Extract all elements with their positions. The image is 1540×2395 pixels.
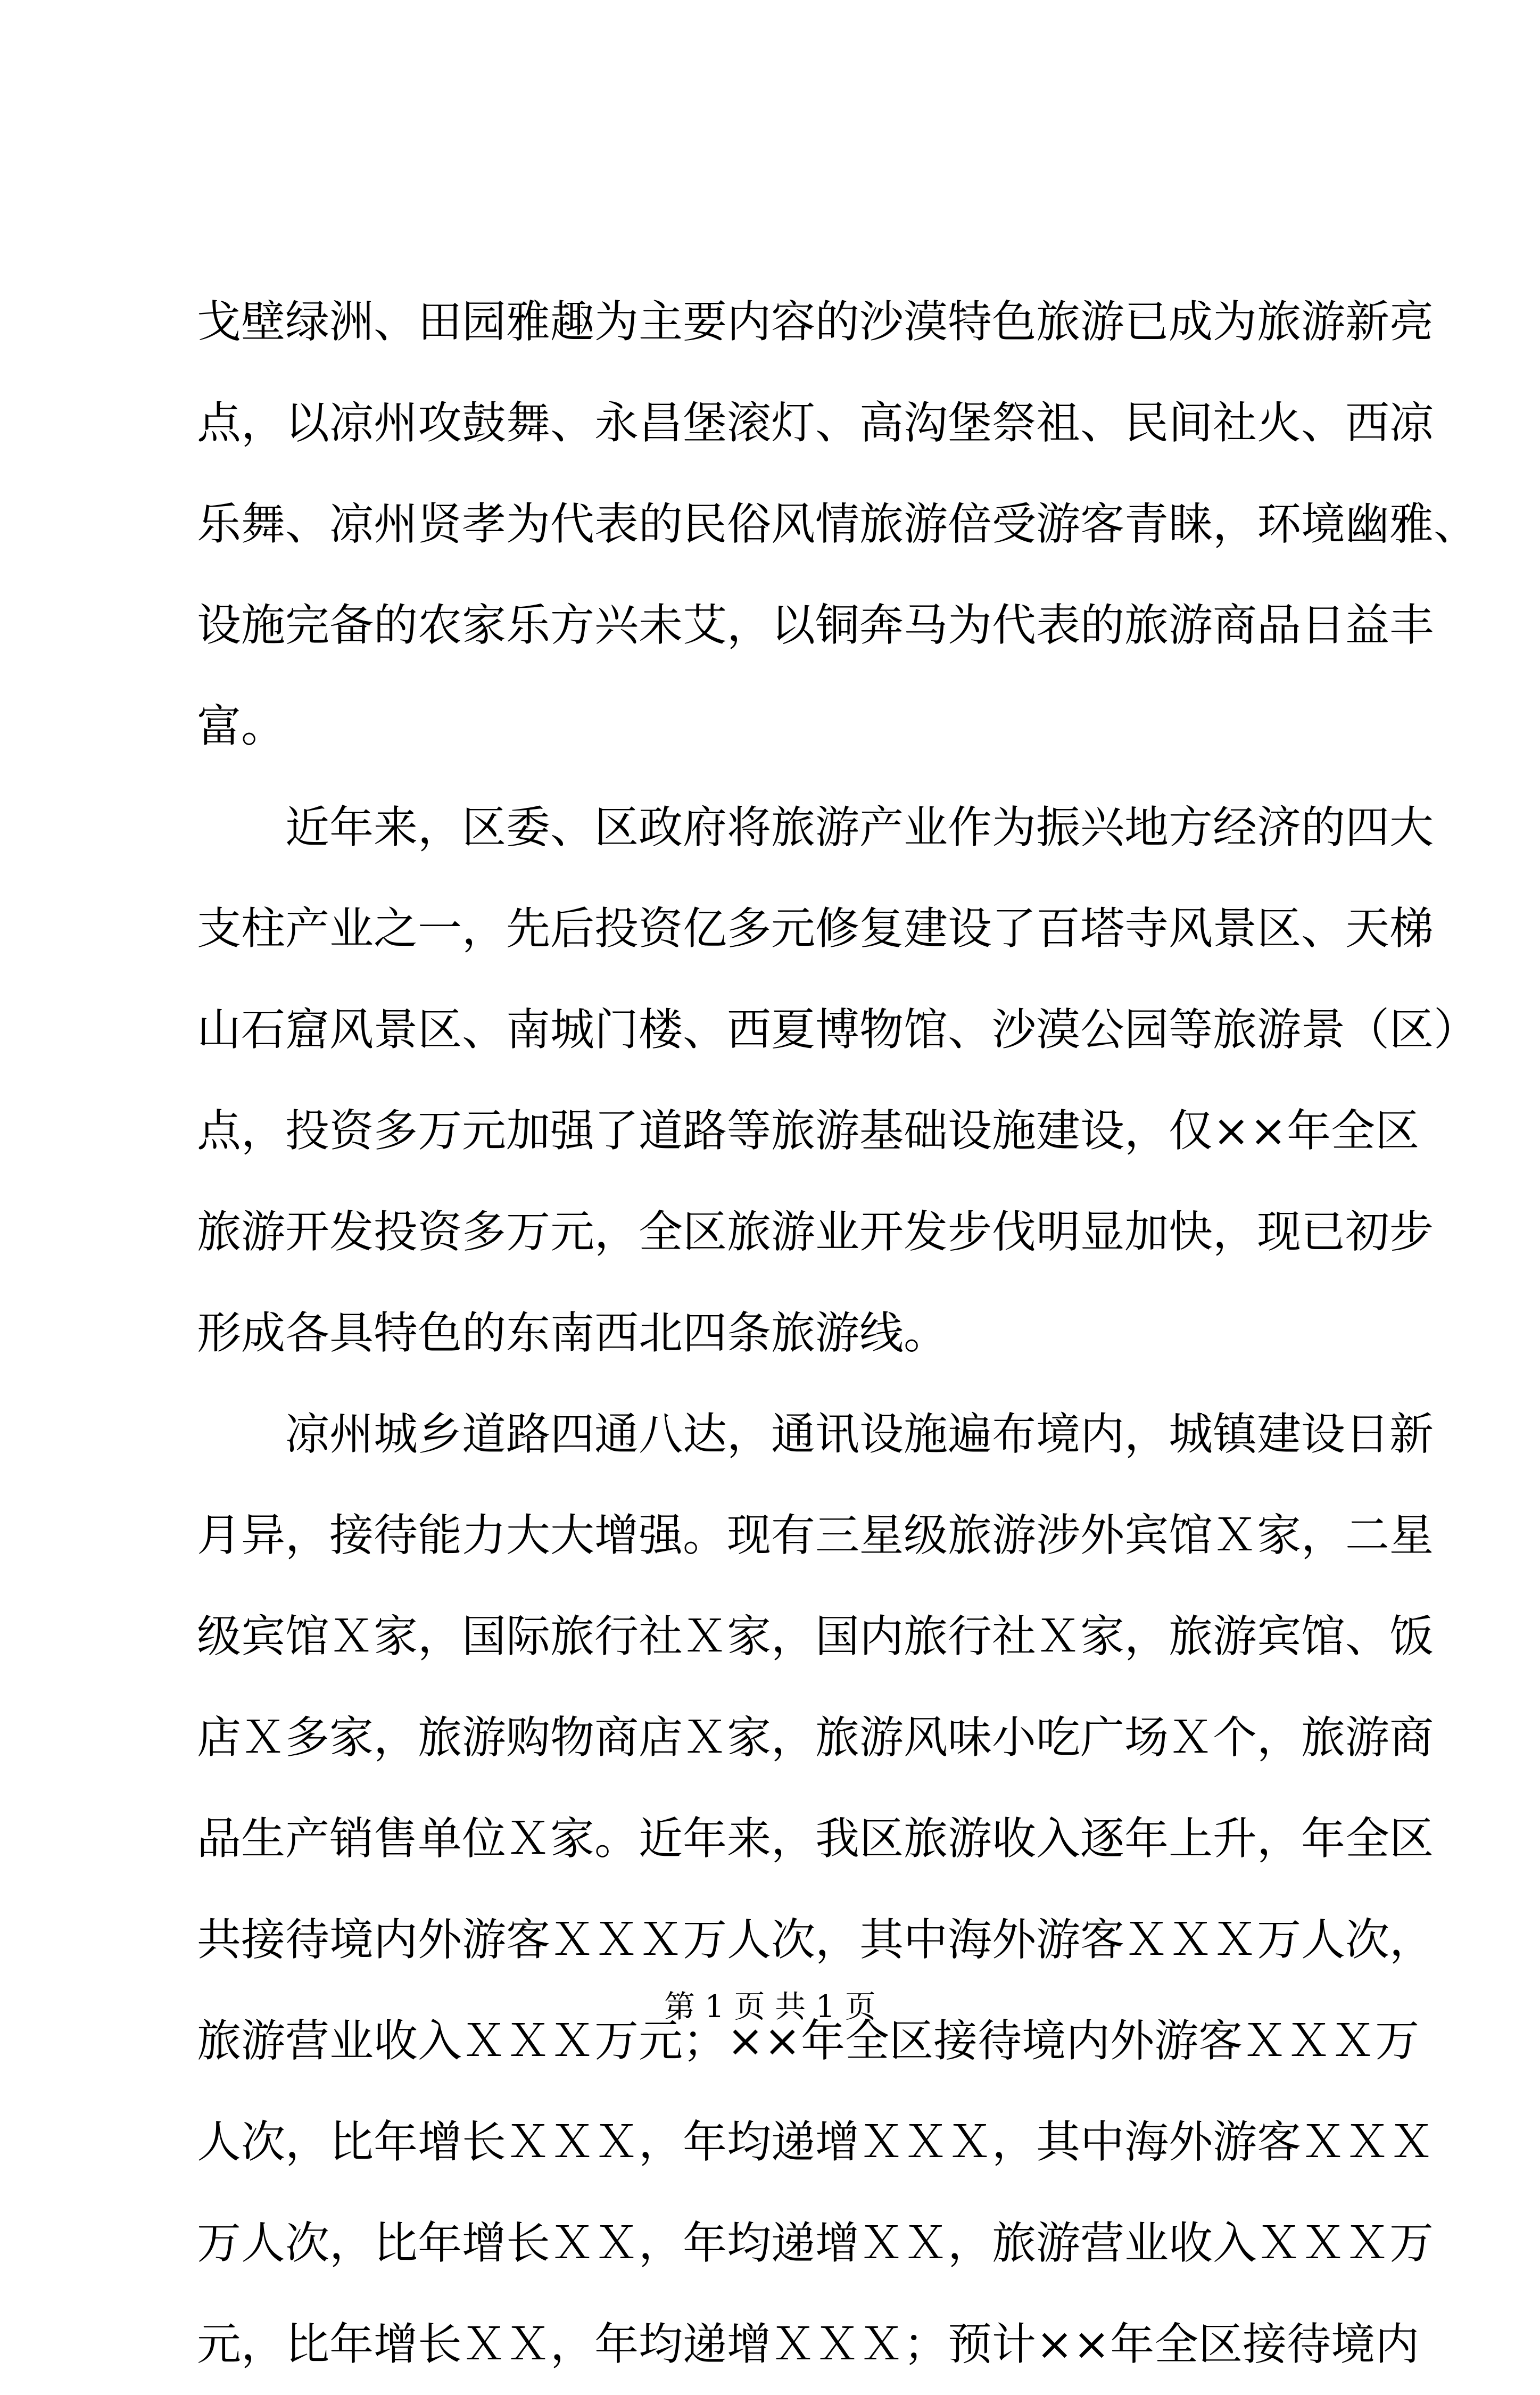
page-number-label: 第 1 页 共 1 页 <box>664 1988 876 2025</box>
text-line: 旅游营业收入ＸＸＸ万元；××年全区接待境内外游客ＸＸＸ万 <box>197 2015 1420 2067</box>
text-line: 月异，接待能力大大增强。现有三星级旅游涉外宾馆Ｘ家，二星 <box>197 1509 1434 1561</box>
text-line: 戈壁绿洲、田园雅趣为主要内容的沙漠特色旅游已成为旅游新亮 <box>197 296 1434 348</box>
text-line: 万人次，比年增长ＸＸ，年均递增ＸＸ，旅游营业收入ＸＸＸ万 <box>197 2217 1434 2269</box>
text-line: 点，投资多万元加强了道路等旅游基础设施建设，仅××年全区 <box>197 1105 1420 1157</box>
text-line: 人次，比年增长ＸＸＸ，年均递增ＸＸＸ，其中海外游客ＸＸＸ <box>197 2116 1434 2168</box>
text-line: 点，以凉州攻鼓舞、永昌堡滚灯、高沟堡祭祖、民间社火、西凉 <box>197 397 1434 449</box>
page-footer <box>0 1985 1540 2028</box>
text-line: 形成各具特色的东南西北四条旅游线。 <box>197 1307 948 1359</box>
text-line: 店Ｘ多家，旅游购物商店Ｘ家，旅游风味小吃广场Ｘ个，旅游商 <box>197 1712 1434 1763</box>
text-line: 共接待境内外游客ＸＸＸ万人次，其中海外游客ＸＸＸ万人次， <box>197 1914 1434 1965</box>
text-line: 山石窟风景区、南城门楼、西夏博物馆、沙漠公园等旅游景（区） <box>197 1004 1478 1055</box>
text-line: 元，比年增长ＸＸ，年均递增ＸＸＸ；预计××年全区接待境内 <box>197 2318 1420 2370</box>
text-line: 级宾馆Ｘ家，国际旅行社Ｘ家，国内旅行社Ｘ家，旅游宾馆、饭 <box>197 1611 1434 1662</box>
text-line: 近年来，区委、区政府将旅游产业作为振兴地方经济的四大 <box>197 802 1434 853</box>
text-line: 支柱产业之一，先后投资亿多元修复建设了百塔寺风景区、天梯 <box>197 903 1434 954</box>
document-body <box>197 271 1478 2395</box>
text-line: 富。 <box>197 700 285 752</box>
text-line: 设施完备的农家乐方兴未艾，以铜奔马为代表的旅游商品日益丰 <box>197 599 1434 651</box>
text-line: 凉州城乡道路四通八达，通讯设施遍布境内，城镇建设日新 <box>197 1408 1434 1460</box>
text-line: 品生产销售单位Ｘ家。近年来，我区旅游收入逐年上升，年全区 <box>197 1813 1434 1864</box>
text-line: 旅游开发投资多万元，全区旅游业开发步伐明显加快，现已初步 <box>197 1206 1434 1258</box>
text-line: 乐舞、凉州贤孝为代表的民俗风情旅游倍受游客青睐，环境幽雅、 <box>197 498 1478 550</box>
